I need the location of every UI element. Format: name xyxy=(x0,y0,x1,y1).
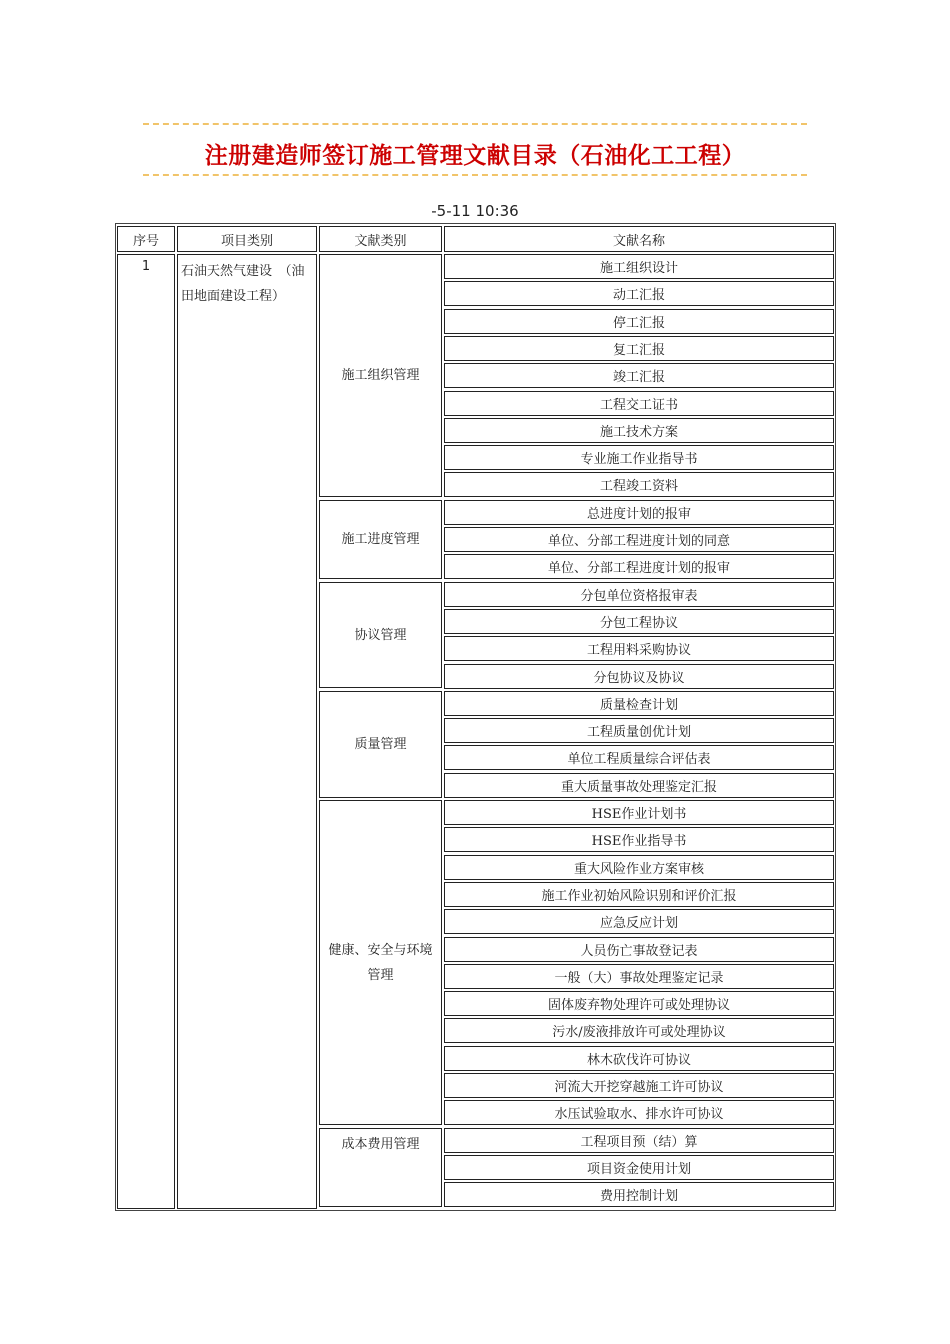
header-seq: 序号 xyxy=(117,226,175,252)
title-bottom-rule xyxy=(143,174,807,176)
header-doc-category: 文献类别 xyxy=(319,226,442,252)
doc-name-cell: HSE作业计划书 xyxy=(444,800,834,825)
doc-category-cell: 质量管理 xyxy=(319,691,442,798)
doc-category-cell: 成本费用管理 xyxy=(319,1128,442,1208)
doc-name-cell: 林木砍伐许可协议 xyxy=(444,1046,834,1071)
doc-name-cell: 水压试验取水、排水许可协议 xyxy=(444,1100,834,1125)
doc-name-cell: 河流大开挖穿越施工许可协议 xyxy=(444,1073,834,1098)
doc-name-cell: 单位工程质量综合评估表 xyxy=(444,745,834,770)
doc-name-cell: 工程交工证书 xyxy=(444,391,834,416)
doc-name-cell: 重大风险作业方案审核 xyxy=(444,855,834,880)
doc-name-cell: 施工组织设计 xyxy=(444,254,834,279)
doc-name-cell: 工程用料采购协议 xyxy=(444,636,834,661)
publish-date: -5-11 10:36 xyxy=(431,202,519,220)
doc-name-cell: 质量检查计划 xyxy=(444,691,834,716)
doc-name-cell: 施工作业初始风险识别和评价汇报 xyxy=(444,882,834,907)
doc-name-cell: 一般（大）事故处理鉴定记录 xyxy=(444,964,834,989)
doc-name-cell: 单位、分部工程进度计划的同意 xyxy=(444,527,834,552)
doc-category-cell: 协议管理 xyxy=(319,582,442,689)
doc-name-cell: 工程竣工资料 xyxy=(444,472,834,497)
doc-category-cell: 施工进度管理 xyxy=(319,500,442,580)
doc-name-cell: 总进度计划的报审 xyxy=(444,500,834,525)
doc-category-cell: 健康、安全与环境管理 xyxy=(319,800,442,1125)
page-title: 注册建造师签订施工管理文献目录（石油化工工程） xyxy=(204,143,746,169)
title-top-rule xyxy=(143,123,807,125)
doc-name-cell: 工程质量创优计划 xyxy=(444,718,834,743)
doc-name-cell: 复工汇报 xyxy=(444,336,834,361)
doc-name-cell: 动工汇报 xyxy=(444,281,834,306)
row-seq-cell: 1 xyxy=(117,254,175,1209)
doc-name-cell: 停工汇报 xyxy=(444,309,834,334)
doc-name-cell: 应急反应计划 xyxy=(444,909,834,934)
doc-name-cell: 单位、分部工程进度计划的报审 xyxy=(444,554,834,579)
doc-name-cell: 分包协议及协议 xyxy=(444,664,834,689)
doc-name-cell: 工程项目预（结）算 xyxy=(444,1128,834,1153)
doc-name-cell: 人员伤亡事故登记表 xyxy=(444,937,834,962)
doc-name-cell: 分包工程协议 xyxy=(444,609,834,634)
doc-name-cell: 竣工汇报 xyxy=(444,363,834,388)
doc-name-cell: 费用控制计划 xyxy=(444,1182,834,1207)
doc-category-cell: 施工组织管理 xyxy=(319,254,442,497)
header-doc-name: 文献名称 xyxy=(444,226,834,252)
doc-name-cell: 项目资金使用计划 xyxy=(444,1155,834,1180)
header-project-type: 项目类别 xyxy=(177,226,317,252)
doc-name-cell: 污水/废液排放许可或处理协议 xyxy=(444,1018,834,1043)
project-type-cell: 石油天然气建设 （油田地面建设工程） xyxy=(177,254,317,1209)
doc-name-cell: HSE作业指导书 xyxy=(444,827,834,852)
doc-name-cell: 固体废弃物处理许可或处理协议 xyxy=(444,991,834,1016)
doc-name-cell: 重大质量事故处理鉴定汇报 xyxy=(444,773,834,798)
doc-name-cell: 分包单位资格报审表 xyxy=(444,582,834,607)
doc-name-cell: 施工技术方案 xyxy=(444,418,834,443)
doc-name-cell: 专业施工作业指导书 xyxy=(444,445,834,470)
